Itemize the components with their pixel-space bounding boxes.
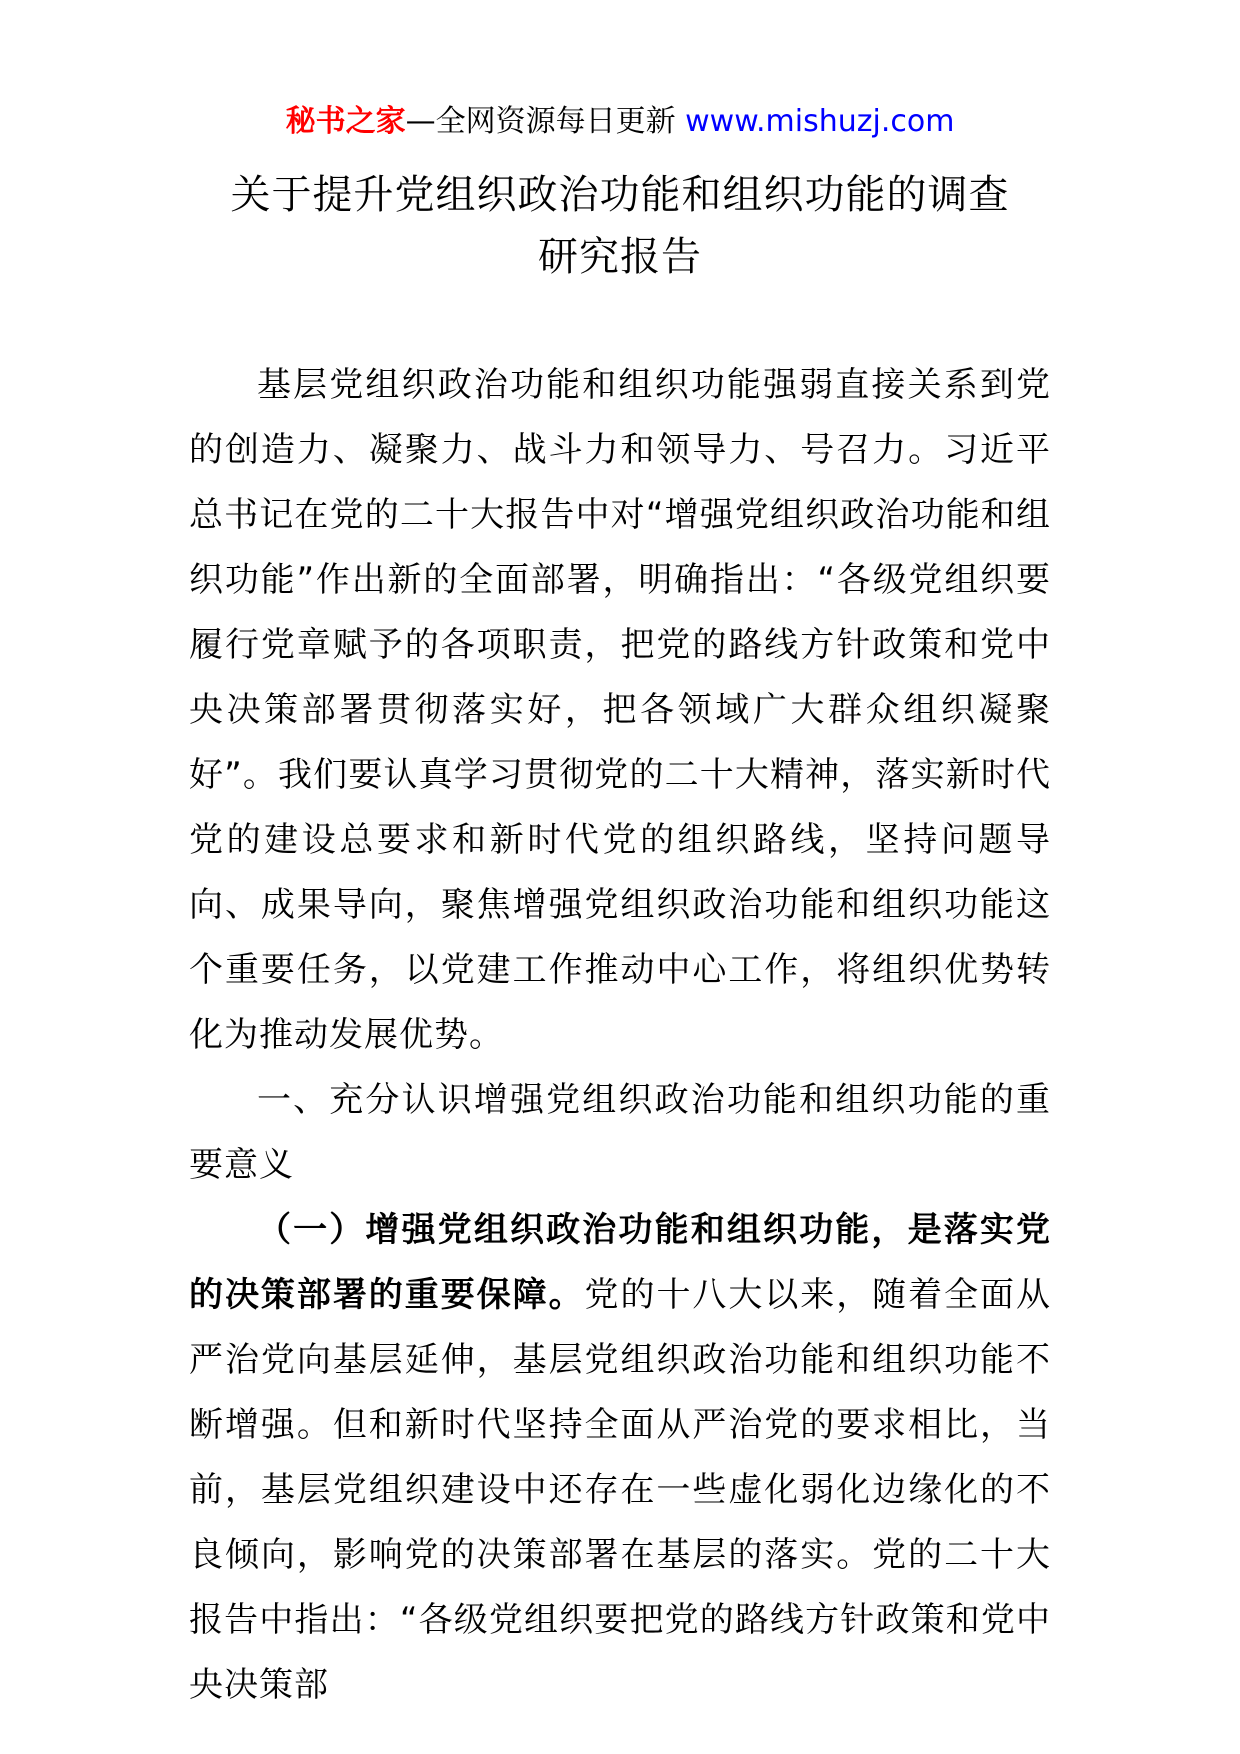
document-title	[0, 164, 1240, 288]
subsection-heading: （一）增强党组织政治功能和组织功能，是落实党的决策部署的重要保障。	[189, 1210, 1051, 1315]
subsection-text: 党的十八大以来，随着全面从严治党向基层延伸，基层党组织政治功能和组织功能不断增强。但和新时代坚持全面从严治党的要求相比，当前，基层党组织建设中还存在一些虚化弱化边缘化的不良倾向，影响党的决策部署在基层的落实。党的二十大报告中指出：“各级党组织要把党的路线方针政策和党中央决策部	[189, 1275, 1052, 1705]
brand-name: 秘书之家	[285, 104, 406, 139]
title-line-1: 关于提升党组织政治功能和组织功能的调查	[230, 172, 1010, 218]
intro-paragraph: 基层党组织政治功能和组织功能强弱直接关系到党的创造力、凝聚力、战斗力和领导力、号召力。习近平总书记在党的二十大报告中对“增强党组织政治功能和组织功能”作出新的全面部署，明确指出：“各级党组织要履行党章赋予的各项职责，把党的路线方针政策和党中央决策部署贯彻落实好，把各领域广大群众组织凝聚好”。我们要认真学习贯彻党的二十大精神，落实新时代党的建设总要求和新时代党的组织路线，坚持问题导向、成果导向，聚焦增强党组织政治功能和组织功能这个重要任务，以党建工作推动中心工作，将组织优势转化为推动发展优势。	[189, 365, 1051, 1055]
title-line-2: 研究报告	[538, 234, 702, 280]
document-body	[189, 353, 1051, 1718]
section-heading: 一、充分认识增强党组织政治功能和组织功能的重要意义	[189, 1080, 1051, 1185]
site-header	[0, 102, 1240, 142]
site-url-link[interactable]: www.mishuzj.com	[685, 104, 955, 139]
header-tagline: —全网资源每日更新	[405, 104, 676, 139]
subsection-paragraph	[189, 1198, 1051, 1718]
